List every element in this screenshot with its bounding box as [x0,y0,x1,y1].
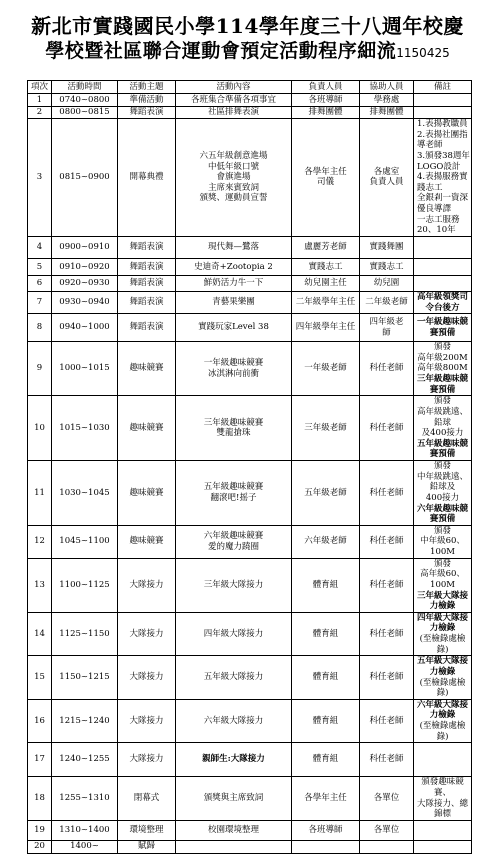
note-cell-line: 4.表揚服務實踐志工 [417,172,468,193]
time-cell: 0930~0940 [52,291,118,313]
note-cell [414,461,472,526]
lead-cell-line: 排舞團體 [308,107,343,118]
note-cell-line: 頒發趣味競賽、 [421,777,464,798]
content-cell-line: 六年級大隊接力 [203,715,264,726]
subtitle-text: 學校暨社區聯合運動會預定活動程序細流 [45,40,397,62]
content-cell [176,119,292,237]
theme-cell: 舞蹈表演 [118,291,176,313]
item-number-cell: 7 [28,291,52,313]
header-cell: 備註 [414,81,472,94]
item-number-cell: 16 [28,699,52,743]
schedule-body [28,94,472,854]
note-cell-line: 頒發 [433,558,451,569]
assist-cell [360,840,414,853]
time-cell: 0900~0910 [52,236,118,258]
content-cell [176,820,292,840]
note-cell-line: 頒發 [433,396,451,407]
content-cell-line: 實踐玩家Level 38 [198,322,269,333]
item-number-cell: 17 [28,743,52,777]
time-cell: 1240~1255 [52,743,118,777]
note-cell-line: 3.頒發38週年LOGO設計 [417,150,470,172]
content-cell [176,461,292,526]
lead-cell [292,777,360,821]
content-cell-line: 愛的魔力蹺圈 [207,541,259,552]
note-cell [414,396,472,461]
time-cell: 1000~1015 [52,342,118,396]
note-cell-line: 頒發 [433,525,451,536]
lead-cell-line: 五年級老師 [304,487,347,498]
table-row [28,525,472,558]
time-cell: 1310~1400 [52,820,118,840]
content-cell-line: 親師生:大隊接力 [202,754,265,765]
theme-cell: 大隊接力 [118,699,176,743]
note-cell-line: 高年級跳遠、鉛球 [416,406,468,428]
time-cell: 0740~0800 [52,94,118,107]
content-cell [176,342,292,396]
time-cell: 1255~1310 [52,777,118,821]
content-cell [176,699,292,743]
lead-cell [292,820,360,840]
time-cell: 0920~0930 [52,275,118,291]
assist-cell-line: 實踐舞團 [369,242,404,253]
note-cell-line: 2.表揚社團指導老師 [417,129,468,151]
lead-cell [292,314,360,342]
content-cell-line: 四年級大隊接力 [203,628,264,639]
content-cell-line: 翻滾吧!摇子 [210,492,257,503]
assist-cell-line: 各處室 [373,166,400,177]
note-cell-line: 中年級60、100M [420,536,465,557]
content-cell-line: 三年級趣味競賽 [203,417,264,428]
lead-cell [292,342,360,396]
content-cell [176,612,292,656]
table-row [28,612,472,656]
note-cell [414,236,472,258]
assist-cell-line: 學務處 [373,94,400,105]
assist-cell-line: 科任老師 [369,672,404,683]
theme-cell: 準備活動 [118,94,176,107]
theme-cell: 開幕典禮 [118,119,176,237]
table-row [28,314,472,342]
assist-cell [360,558,414,612]
theme-cell: 閉幕式 [118,777,176,821]
document-title: 新北市實踐國民小學114學年度三十八週年校慶 [31,14,464,38]
lead-cell [292,558,360,612]
assist-cell [360,314,414,342]
content-cell [176,314,292,342]
assist-cell-line: 科任老師 [369,754,404,765]
header-cell: 項次 [28,81,52,94]
header-cell: 活動主題 [118,81,176,94]
assist-cell [360,656,414,700]
assist-cell [360,699,414,743]
content-cell [176,291,292,313]
assist-cell-line: 科任老師 [369,536,404,547]
note-cell-line: 六年級趣味競賽預備 [416,503,468,525]
item-number-cell: 9 [28,342,52,396]
note-cell-line: 400接力 [425,492,460,503]
item-number-cell: 5 [28,258,52,275]
time-cell: 1125~1150 [52,612,118,656]
assist-cell-line: 四年級老 [369,317,404,327]
theme-cell: 舞蹈表演 [118,107,176,119]
time-cell: 1015~1030 [52,396,118,461]
assist-cell-line: 各單位 [373,793,400,804]
assist-cell [360,258,414,275]
content-cell [176,396,292,461]
theme-cell: 環境整理 [118,820,176,840]
time-cell: 0910~0920 [52,258,118,275]
note-cell [414,656,472,700]
lead-cell [292,275,360,291]
content-cell-line: 六五年級創意進場 [199,150,268,161]
content-cell [176,777,292,821]
content-cell [176,94,292,107]
note-cell [414,743,472,777]
time-cell: 1215~1240 [52,699,118,743]
content-cell-line: 頒獎與主席致詞 [203,793,264,804]
note-cell [414,558,472,612]
assist-cell [360,820,414,840]
time-cell: 1045~1100 [52,525,118,558]
note-cell-line: 全銀剎一資深優良導譯 [417,193,469,214]
assist-cell-line: 負責人員 [369,177,404,188]
item-number-cell: 14 [28,612,52,656]
note-cell-line: 四年級大隊接力檢錄 [416,612,468,634]
content-cell-line: 中低年級口號 [207,161,259,172]
note-cell-line: 中年級跳遠、鉛球及 [416,471,468,493]
lead-cell [292,656,360,700]
note-cell [414,525,472,558]
content-cell-line: 冰淇淋向前衝 [207,368,259,379]
time-cell: 1150~1215 [52,656,118,700]
assist-cell [360,525,414,558]
note-cell-line: 三年級大隊接力檢錄 [416,590,468,612]
item-number-cell: 13 [28,558,52,612]
content-cell-line: 主席來賓致詞 [207,182,259,193]
content-cell-line: 史迪奇+Zootopia 2 [194,261,273,272]
assist-cell-line: 師 [382,327,391,338]
content-cell [176,558,292,612]
table-row [28,656,472,700]
table-row [28,236,472,258]
time-cell: 1100~1125 [52,558,118,612]
lead-cell-line: 各班導師 [308,94,343,105]
lead-cell-line: 幼兒園主任 [304,278,347,289]
assist-cell [360,107,414,119]
content-cell-line: 各班集合準備各項事宜 [190,94,276,105]
note-cell-line: 高年級200M [417,352,468,363]
time-cell: 0800~0815 [52,107,118,119]
time-cell: 1400~ [52,840,118,853]
content-cell-line: 青藝果樂團 [212,297,255,308]
assist-cell [360,119,414,237]
assist-cell-line: 科任老師 [369,422,404,433]
table-row [28,820,472,840]
content-cell-line: 現代舞—鷺落 [207,242,259,253]
theme-cell: 舞蹈表演 [118,236,176,258]
note-cell-line: 一志工服務20、10年 [417,214,460,236]
assist-cell-line: 實踐志工 [369,261,404,272]
item-number-cell: 15 [28,656,52,700]
note-cell [414,342,472,396]
note-cell-line: 及400接力 [421,428,464,439]
content-cell [176,275,292,291]
content-cell [176,743,292,777]
content-cell-line: 頒獎、運動員宣誓 [199,193,268,204]
assist-cell-line: 二年級老師 [365,297,408,308]
note-cell [414,275,472,291]
lead-cell [292,258,360,275]
content-cell-line: 校園環境整理 [207,824,259,835]
lead-cell-line: 體育組 [312,628,339,639]
theme-cell: 趣味競賽 [118,396,176,461]
theme-cell: 趣味競賽 [118,461,176,526]
content-cell-line: 五年級大隊接力 [203,672,264,683]
note-cell-line: 六年級大隊接力檢錄 [416,699,468,721]
note-cell [414,94,472,107]
content-cell-line: 社區排舞表演 [207,107,259,118]
lead-cell [292,612,360,656]
lead-cell-line: 體育組 [312,715,339,726]
note-cell-line: 大隊接力、總錦標 [416,798,468,820]
note-cell [414,258,472,275]
assist-cell-line: 科任老師 [369,487,404,498]
item-number-cell: 1 [28,94,52,107]
content-cell-line: 三年級大隊接力 [203,579,264,590]
table-row [28,107,472,119]
note-cell-line: 三年級趣味競賽預備 [416,374,468,395]
assist-cell [360,396,414,461]
assist-cell-line: 科任老師 [369,363,404,374]
header-cell: 負責人員 [292,81,360,94]
assist-cell [360,291,414,313]
header-cell: 活動內容 [176,81,292,94]
lead-cell-line: 各班導師 [308,824,343,835]
note-cell-line: 一年級趣味競賽預備 [416,317,468,338]
lead-cell-line: 二年級學年主任 [295,297,356,308]
table-row [28,119,472,237]
theme-cell: 舞蹈表演 [118,275,176,291]
theme-cell: 趣味競賽 [118,342,176,396]
note-cell [414,119,472,237]
note-cell [414,291,472,313]
content-cell [176,656,292,700]
item-number-cell: 11 [28,461,52,526]
item-number-cell: 3 [28,119,52,237]
table-row [28,396,472,461]
lead-cell [292,119,360,237]
lead-cell [292,525,360,558]
lead-cell-line: 各學年主任 [304,793,347,804]
assist-cell-line: 幼兒園 [373,278,400,289]
note-cell [414,612,472,656]
item-number-cell: 12 [28,525,52,558]
theme-cell: 大隊接力 [118,558,176,612]
lead-cell [292,840,360,853]
header-cell: 活動時間 [52,81,118,94]
item-number-cell: 20 [28,840,52,853]
note-cell [414,820,472,840]
item-number-cell: 19 [28,820,52,840]
note-cell-line: 五年級趣味競賽預備 [416,438,468,460]
note-cell-line: 頒發 [433,342,451,353]
note-cell [414,314,472,342]
item-number-cell: 6 [28,275,52,291]
content-cell [176,107,292,119]
assist-cell-line: 科任老師 [369,628,404,639]
assist-cell [360,777,414,821]
lead-cell-line: 實踐志工 [308,261,343,272]
table-row [28,461,472,526]
table-row [28,275,472,291]
lead-cell [292,94,360,107]
note-cell-line: 1.表揚教職員 [417,119,468,129]
content-cell [176,525,292,558]
note-cell-line: 高年級60、100M [420,569,465,590]
note-cell-line: (至檢錄處檢錄) [419,677,466,699]
theme-cell: 趣味競賽 [118,525,176,558]
table-row [28,558,472,612]
lead-cell-line: 六年級老師 [304,536,347,547]
table-header-row [28,81,472,94]
theme-cell: 大隊接力 [118,656,176,700]
note-cell [414,699,472,743]
content-cell [176,236,292,258]
item-number-cell: 10 [28,396,52,461]
lead-cell-line: 體育組 [312,754,339,765]
theme-cell: 賦歸 [118,840,176,853]
lead-cell [292,461,360,526]
note-cell [414,107,472,119]
table-row [28,840,472,853]
item-number-cell: 8 [28,314,52,342]
note-cell [414,777,472,821]
schedule-table [27,80,472,854]
lead-cell-line: 盧麗芳老師 [304,242,347,253]
note-cell-line: 五年級大隊接力檢錄 [416,656,468,677]
content-cell-line: 雙龍搶珠 [216,428,251,439]
lead-cell-line: 三年級老師 [304,422,347,433]
assist-cell-line: 科任老師 [369,715,404,726]
lead-cell-line: 司儀 [316,177,334,188]
lead-cell-line: 一年級老師 [304,363,347,374]
assist-cell-line: 科任老師 [369,579,404,590]
table-row [28,699,472,743]
theme-cell: 大隊接力 [118,612,176,656]
assist-cell-line: 各單位 [373,824,400,835]
content-cell-line: 會旗進場 [216,172,251,183]
lead-cell-line: 四年級學年主任 [295,322,356,333]
lead-cell-line: 體育組 [312,579,339,590]
assist-cell [360,236,414,258]
content-cell-line: 六年級趣味競賽 [203,531,264,542]
note-cell [414,840,472,853]
theme-cell: 舞蹈表演 [118,258,176,275]
content-cell [176,258,292,275]
theme-cell: 大隊接力 [118,743,176,777]
lead-cell [292,107,360,119]
time-cell: 0815~0900 [52,119,118,237]
assist-cell [360,94,414,107]
table-row [28,743,472,777]
lead-cell [292,699,360,743]
lead-cell [292,743,360,777]
table-row [28,94,472,107]
note-cell-line: 高年級800M [417,363,468,374]
header-cell: 協助人員 [360,81,414,94]
time-cell: 0940~1000 [52,314,118,342]
note-cell-line: (至檢錄處檢錄) [419,634,466,655]
content-cell-line: 鮮奶活力牛一下 [203,278,264,289]
table-row [28,777,472,821]
item-number-cell: 18 [28,777,52,821]
lead-cell-line: 各學年主任 [304,166,347,177]
note-cell-line: (至檢錄處檢錄) [419,721,466,742]
assist-cell-line: 排舞團體 [369,107,404,118]
lead-cell [292,236,360,258]
assist-cell [360,342,414,396]
table-row [28,258,472,275]
lead-cell-line: 體育組 [312,672,339,683]
content-cell-line: 五年級趣味競賽 [203,482,264,493]
note-cell-line: 頒發 [433,461,451,471]
item-number-cell: 4 [28,236,52,258]
table-row [28,291,472,313]
time-cell: 1030~1045 [52,461,118,526]
note-cell-line: 高年級領獎司令台後方 [416,291,468,313]
assist-cell [360,461,414,526]
lead-cell [292,396,360,461]
content-cell-line: 一年級趣味競賽 [203,358,264,369]
document-subtitle [0,36,495,63]
content-cell [176,840,292,853]
table-row [28,342,472,396]
assist-cell [360,612,414,656]
item-number-cell: 2 [28,107,52,119]
theme-cell: 舞蹈表演 [118,314,176,342]
assist-cell [360,743,414,777]
lead-cell [292,291,360,313]
assist-cell [360,275,414,291]
document-date: 1150425 [396,46,450,60]
